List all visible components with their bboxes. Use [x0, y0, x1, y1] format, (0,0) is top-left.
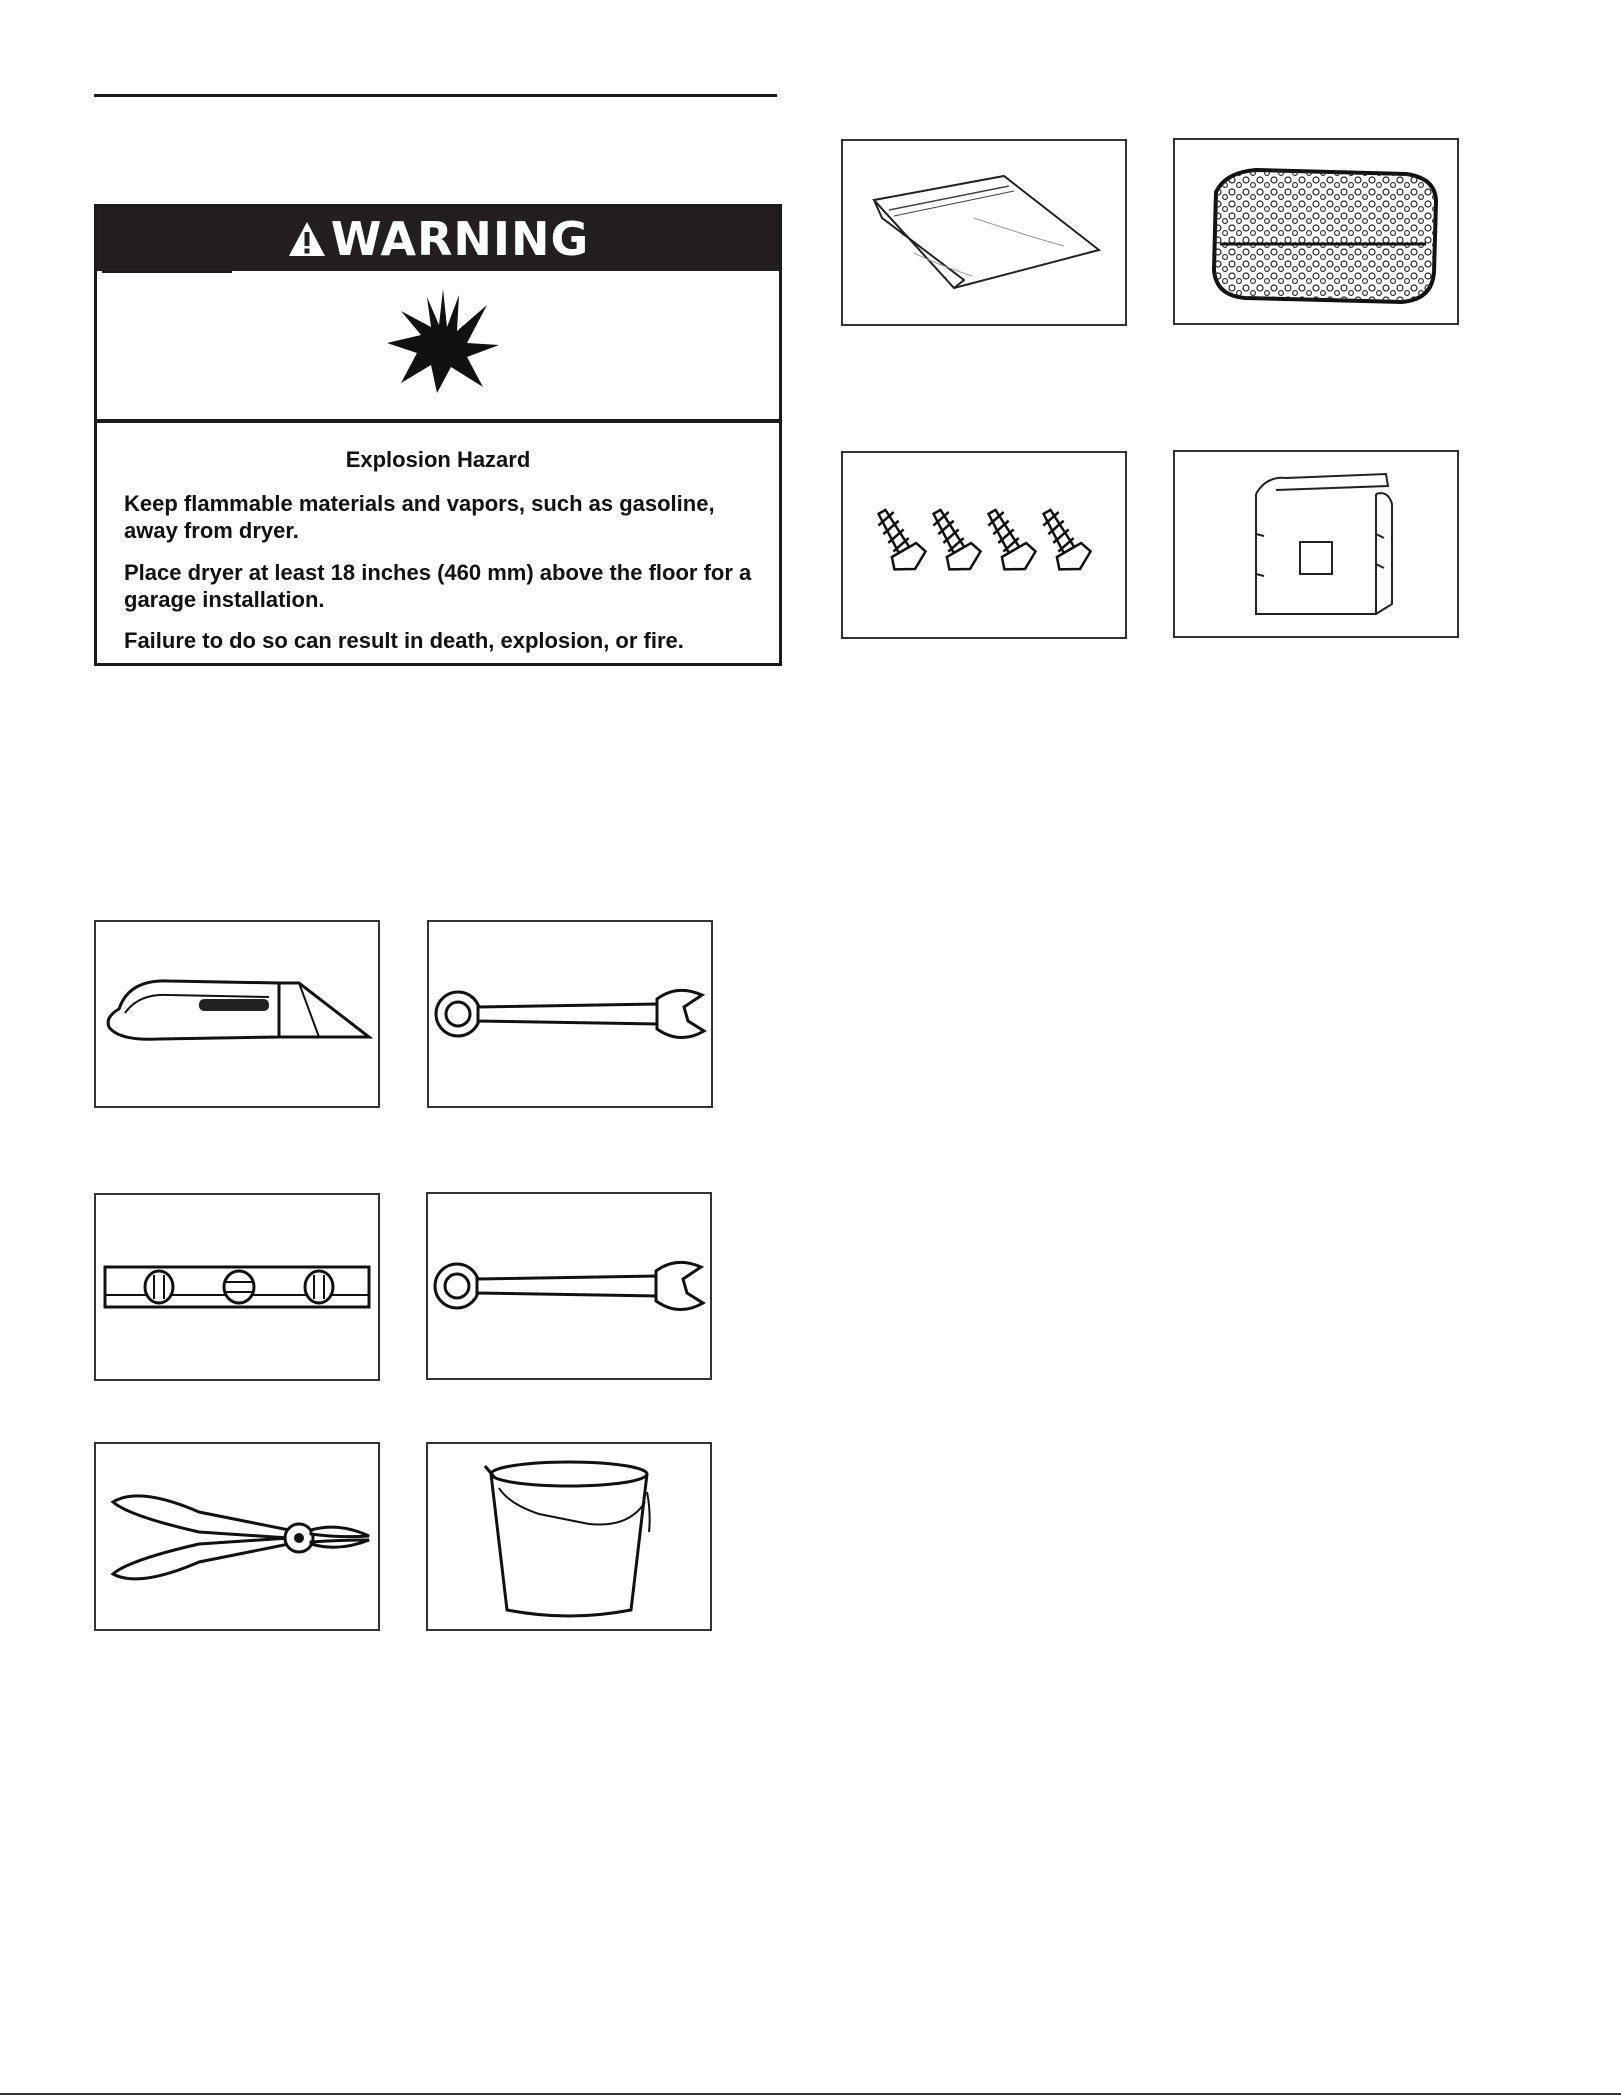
explosion-icon: [387, 287, 499, 395]
hazard-symbol-area: [97, 271, 779, 423]
warning-box: [94, 204, 782, 666]
screws-icon: [864, 490, 1104, 600]
warning-text-failure: Failure to do so can result in death, explosion, or fire.: [124, 628, 684, 653]
screws-tile: [841, 451, 1127, 639]
wrench-tile-2: [426, 1192, 712, 1380]
pliers-icon: [99, 1482, 375, 1592]
hazard-title: Explosion Hazard: [345, 447, 531, 472]
warning-text-garage: Place dryer at least 18 inches (460 mm) above the floor for a garage installation.: [124, 560, 752, 612]
wrench-icon: [432, 979, 708, 1049]
warning-triangle-icon: [287, 220, 327, 258]
parts-bag-icon: [854, 158, 1114, 308]
sponge-icon: [1186, 152, 1446, 312]
level-icon: [99, 1257, 375, 1317]
utility-knife-icon: [99, 969, 375, 1059]
bucket-tile: [426, 1442, 712, 1631]
wrench-icon: [431, 1251, 707, 1321]
warning-label: WARNING: [330, 212, 590, 266]
parts-bag-tile: [841, 139, 1127, 326]
section-rule: [94, 94, 777, 97]
page-bottom-rule: [0, 2093, 1621, 2095]
bracket-icon: [1216, 464, 1416, 624]
level-tile: [94, 1193, 380, 1381]
pliers-tile: [94, 1442, 380, 1631]
warning-header: [97, 207, 779, 271]
warning-text-flammable: Keep flammable materials and vapors, such as gasoline, away from dryer.: [124, 491, 715, 543]
wrench-tile-1: [427, 920, 713, 1108]
utility-knife-tile: [94, 920, 380, 1108]
bracket-tile: [1173, 450, 1459, 638]
bucket-icon: [479, 1452, 659, 1622]
sponge-tile: [1173, 138, 1459, 325]
